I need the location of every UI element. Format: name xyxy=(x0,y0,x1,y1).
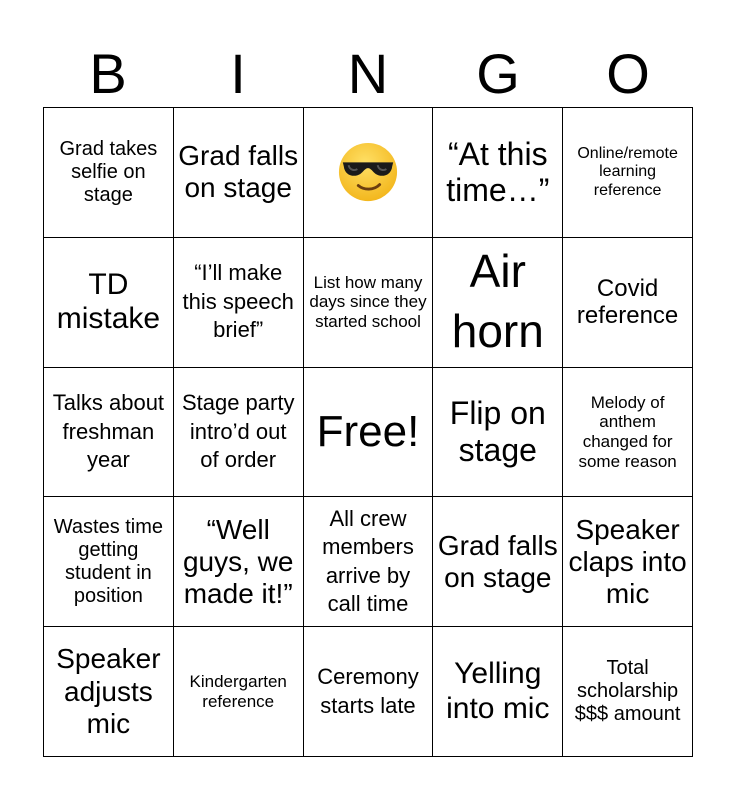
cell-text: Yelling into mic xyxy=(446,657,550,725)
cell-text: TD mistake xyxy=(56,267,161,336)
bingo-cell[interactable] xyxy=(433,497,563,627)
bingo-cell[interactable] xyxy=(304,627,434,757)
bingo-cell[interactable] xyxy=(304,497,434,627)
bingo-cell[interactable] xyxy=(174,368,304,498)
cell-text: Grad falls on stage xyxy=(437,529,558,593)
header-letter-n: N xyxy=(347,42,389,105)
bingo-cell[interactable] xyxy=(433,238,563,368)
bingo-grid xyxy=(43,107,693,757)
bingo-cell[interactable] xyxy=(174,108,304,238)
cell-text: “I’ll make this speech brief” xyxy=(182,260,294,343)
bingo-cell[interactable] xyxy=(304,108,434,238)
cell-text: Online/remote learning reference xyxy=(577,144,678,199)
bingo-cell[interactable] xyxy=(44,368,174,498)
cell-text: Speaker adjusts mic xyxy=(56,643,161,739)
header-letter-b: B xyxy=(89,42,127,105)
bingo-cell-free[interactable] xyxy=(304,368,434,498)
bingo-cell[interactable] xyxy=(433,108,563,238)
cell-text: Ceremony starts late xyxy=(317,664,419,718)
bingo-cell[interactable] xyxy=(563,368,693,498)
bingo-cell[interactable] xyxy=(563,238,693,368)
bingo-cell[interactable] xyxy=(433,368,563,498)
bingo-cell[interactable] xyxy=(304,238,434,368)
bingo-cell[interactable] xyxy=(563,108,693,238)
cell-text: Total scholarship $$$ amount xyxy=(574,657,681,726)
header-letter-o: O xyxy=(606,42,650,105)
cell-text: Grad takes selfie on stage xyxy=(59,137,158,206)
cell-text: All crew members arrive by call time xyxy=(322,505,414,617)
cell-text: Talks about freshman year xyxy=(52,390,165,473)
header-letter-i: I xyxy=(230,42,246,105)
header-letter-g: G xyxy=(476,42,520,105)
cell-text: Wastes time getting student in position xyxy=(53,515,164,607)
bingo-cell[interactable] xyxy=(44,108,174,238)
cell-text: Covid reference xyxy=(576,274,679,330)
sunglasses-face-icon xyxy=(337,141,399,203)
bingo-cell[interactable] xyxy=(563,627,693,757)
cell-text: List how many days since they started school xyxy=(309,272,427,331)
bingo-cell[interactable] xyxy=(174,627,304,757)
cell-text: Flip on stage xyxy=(449,395,546,468)
cell-text: Air horn xyxy=(451,245,544,358)
bingo-cell[interactable] xyxy=(174,238,304,368)
cell-text: Grad falls on stage xyxy=(178,140,299,204)
cell-text: Stage party intro’d out of order xyxy=(181,390,295,473)
bingo-cell[interactable] xyxy=(433,627,563,757)
cell-text: Kindergarten reference xyxy=(189,672,287,711)
bingo-cell[interactable] xyxy=(44,627,174,757)
cell-text: “At this time…” xyxy=(446,135,550,209)
bingo-header xyxy=(43,40,693,108)
bingo-cell[interactable] xyxy=(174,497,304,627)
bingo-cell[interactable] xyxy=(44,497,174,627)
bingo-cell[interactable] xyxy=(44,238,174,368)
bingo-cell[interactable] xyxy=(563,497,693,627)
cell-text: “Well guys, we made it!” xyxy=(182,513,294,609)
cell-text: Free! xyxy=(316,406,420,456)
cell-text: Melody of anthem changed for some reason xyxy=(578,392,677,471)
cell-text: Speaker claps into mic xyxy=(568,513,687,609)
